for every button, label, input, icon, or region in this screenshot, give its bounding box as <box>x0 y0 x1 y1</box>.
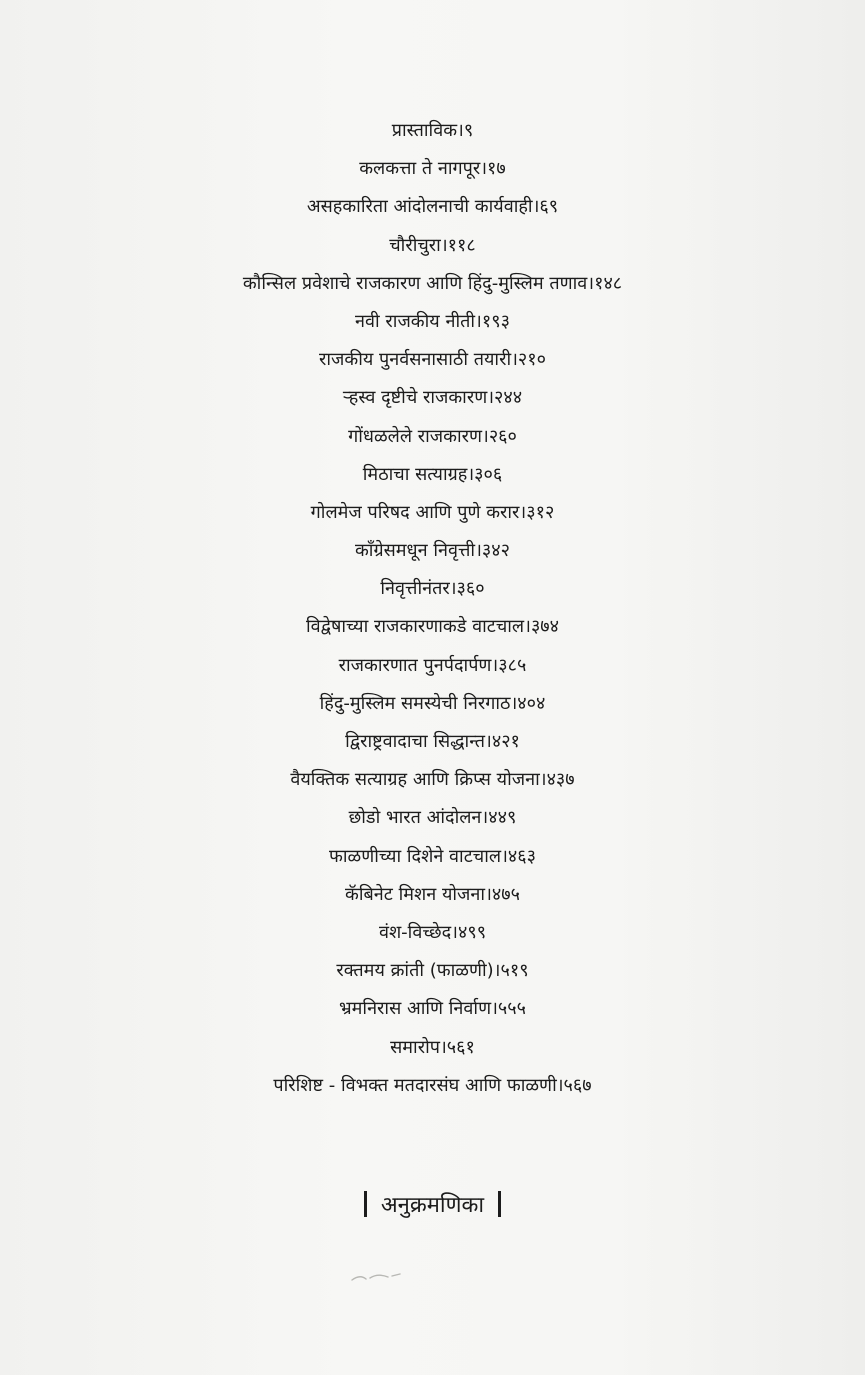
toc-entry: द्विराष्ट्रवादाचा सिद्धान्त।४२१ <box>345 731 520 752</box>
toc-entry: असहकारिता आंदोलनाची कार्यवाही।६९ <box>306 196 559 218</box>
section-title-text: अनुक्रमणिका <box>380 1193 485 1218</box>
toc-entry: र्‍हस्व दृष्टीचे राजकारण।२४४ <box>342 387 523 409</box>
toc-entry: नवी राजकीय नीती।१९३ <box>355 310 510 332</box>
toc-entry: राजकारणात पुनर्पदार्पण।३८५ <box>338 654 527 676</box>
section-title <box>0 1186 865 1226</box>
toc-entry: भ्रमनिरास आणि निर्वाण।५५५ <box>338 998 526 1020</box>
toc-entry: विद्वेषाच्या राजकारणाकडे वाटचाल।३७४ <box>305 616 560 638</box>
toc-entry: मिठाचा सत्याग्रह।३०६ <box>362 463 503 485</box>
toc-entry: चौरीचुरा।११८ <box>389 234 476 256</box>
toc-entry: छोडो भारत आंदोलन।४४९ <box>348 807 517 829</box>
title-bar-left <box>364 1191 367 1217</box>
toc-entry: कॅबिनेट मिशन योजना।४७५ <box>345 883 520 905</box>
toc-entry: हिंदु-मुस्लिम समस्येची निरगाठ।४०४ <box>319 692 546 714</box>
toc-entry: रक्तमय क्रांती (फाळणी)।५१९ <box>336 960 529 982</box>
toc-entry: प्रास्ताविक।९ <box>391 120 474 141</box>
ink-smudge <box>348 1268 408 1288</box>
toc-entry: निवृत्तीनंतर।३६० <box>380 578 485 600</box>
toc-entry: कलकत्ता ते नागपूर।१७ <box>359 158 506 180</box>
title-bar-right <box>498 1191 501 1217</box>
table-of-contents <box>0 112 865 1105</box>
toc-entry: गोलमेज परिषद आणि पुणे करार।३१२ <box>310 501 555 523</box>
toc-entry: परिशिष्ट - विभक्त मतदारसंघ आणि फाळणी।५६७ <box>273 1074 592 1096</box>
toc-entry: कॉंग्रेसमधून निवृत्ती।३४२ <box>354 540 510 562</box>
toc-entry: गोंधळलेले राजकारण।२६० <box>348 425 517 447</box>
toc-entry: वैयक्तिक सत्याग्रह आणि क्रिप्स योजना।४३७ <box>290 769 575 791</box>
toc-entry: राजकीय पुनर्वसनासाठी तयारी।२१० <box>318 349 547 371</box>
toc-entry: फाळणीच्या दिशेने वाटचाल।४६३ <box>329 845 536 867</box>
toc-entry: समारोप।५६१ <box>390 1036 475 1058</box>
toc-entry: वंश-विच्छेद।४९९ <box>378 921 487 943</box>
toc-entry: कौन्सिल प्रवेशाचे राजकारण आणि हिंदु-मुस्लिम तणाव।१४८ <box>242 272 623 294</box>
